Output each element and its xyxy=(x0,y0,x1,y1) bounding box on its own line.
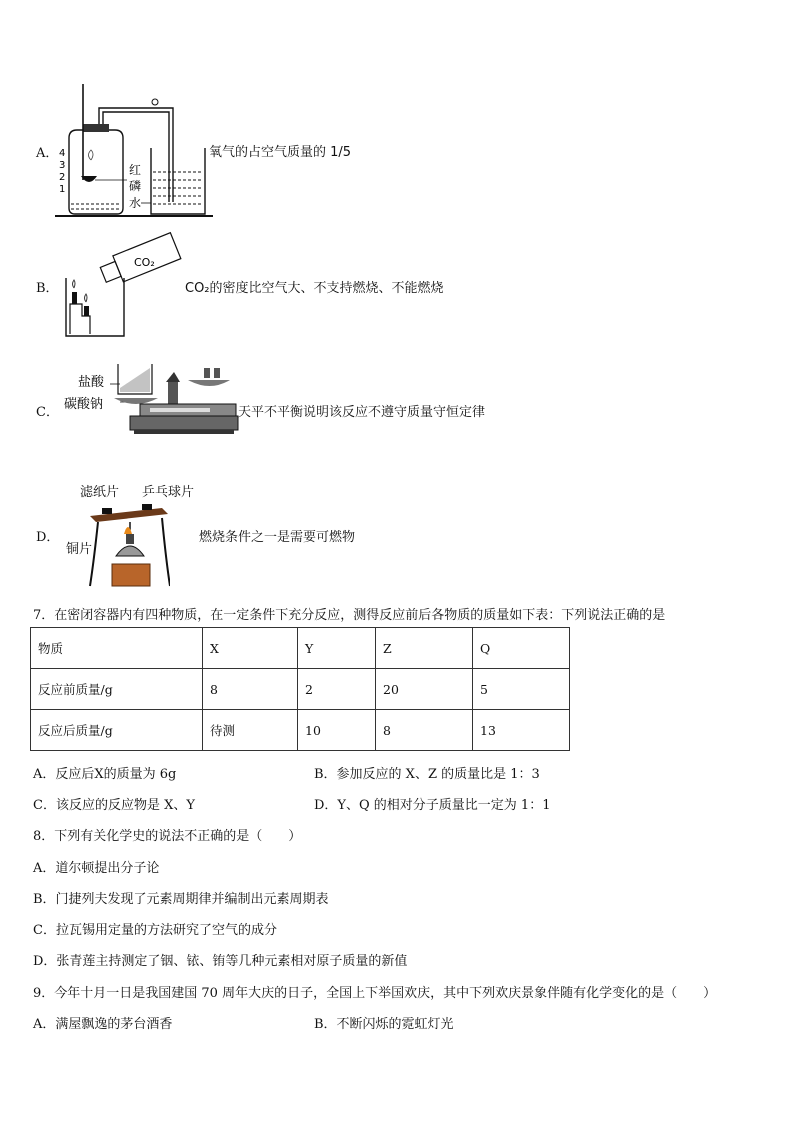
label-co2: CO₂ xyxy=(134,256,155,269)
label-pingpong: 乒乓球片 xyxy=(142,485,195,500)
table-cell: 反应后质量/g xyxy=(31,710,203,751)
table-cell: 8 xyxy=(203,669,298,710)
q7-option-a[interactable]: A．反应后X的质量为 6g xyxy=(33,767,177,782)
table-header-row xyxy=(31,628,570,669)
label-filter-paper: 滤纸片 xyxy=(80,485,120,500)
q7-option-c[interactable]: C．该反应的反应物是 X、Y xyxy=(33,798,195,813)
mark-2: 2 xyxy=(59,172,66,183)
q9-option-b[interactable]: B．不断闪烁的霓虹灯光 xyxy=(314,1017,454,1032)
label-water: 水 xyxy=(129,196,142,210)
label-red-1: 红 xyxy=(129,163,142,177)
label-red-2: 磷 xyxy=(129,179,142,193)
table-cell: Y xyxy=(298,628,376,669)
table-cell: X xyxy=(203,628,298,669)
balance-diagram xyxy=(60,358,240,436)
co2-pouring-diagram xyxy=(60,228,185,340)
table-cell: 20 xyxy=(376,669,473,710)
q9-stem: 9．今年十月一日是我国建国 70 周年大庆的日子，全国上下举国欢庆，其中下列欢庆景象伴随有化学变化的是（ ） xyxy=(33,986,717,1001)
label-sodium-carbonate: 碳酸钠 xyxy=(64,397,104,412)
q8-option-a[interactable]: A．道尔顿提出分子论 xyxy=(33,861,160,876)
mark-4: 4 xyxy=(59,148,66,159)
table-cell: 5 xyxy=(473,669,570,710)
option-a-letter: A． xyxy=(36,146,59,161)
q8-option-d[interactable]: D．张青莲主持测定了铟、铱、铕等几种元素相对原子质量的新值 xyxy=(33,954,408,969)
option-d-letter: D． xyxy=(36,530,60,545)
q8-option-c[interactable]: C．拉瓦锡用定量的方法研究了空气的成分 xyxy=(33,923,277,938)
q7-stem: 7．在密闭容器内有四种物质，在一定条件下充分反应，测得反应前后各物质的质量如下表：下列说法正确的是 xyxy=(33,608,666,623)
combustion-tripod-diagram xyxy=(88,500,170,590)
table-cell: Q xyxy=(473,628,570,669)
option-b-letter: B． xyxy=(36,281,59,296)
table-cell: 待测 xyxy=(203,710,298,751)
option-d-conclusion: 燃烧条件之一是需要可燃物 xyxy=(199,530,356,545)
table-cell: 反应前质量/g xyxy=(31,669,203,710)
q7-option-b[interactable]: B．参加反应的 X、Z 的质量比是 1：3 xyxy=(314,767,540,782)
table-cell: 10 xyxy=(298,710,376,751)
table-row xyxy=(31,669,570,710)
label-hydrochloric-acid: 盐酸 xyxy=(78,375,105,390)
q8-stem: 8．下列有关化学史的说法不正确的是（ ） xyxy=(33,829,302,844)
q8-option-b[interactable]: B．门捷列夫发现了元素周期律并编制出元素周期表 xyxy=(33,892,329,907)
q7-option-d[interactable]: D．Y、Q 的相对分子质量比一定为 1：1 xyxy=(314,798,551,813)
q9-option-a[interactable]: A．满屋飘逸的茅台酒香 xyxy=(33,1017,173,1032)
table-cell: 8 xyxy=(376,710,473,751)
option-b-conclusion: CO₂的密度比空气大、不支持燃烧、不能燃烧 xyxy=(185,281,444,296)
table-cell: 物质 xyxy=(31,628,203,669)
option-a-conclusion: 氧气的占空气质量的 1/5 xyxy=(209,145,352,160)
table-row xyxy=(31,710,570,751)
mass-table xyxy=(30,627,570,751)
option-c-letter: C． xyxy=(36,405,59,420)
label-copper: 铜片 xyxy=(66,542,93,557)
mark-1: 1 xyxy=(59,184,66,195)
oxygen-experiment-diagram xyxy=(55,80,215,220)
option-c-conclusion: 天平不平衡说明该反应不遵守质量守恒定律 xyxy=(238,405,486,420)
mark-3: 3 xyxy=(59,160,66,171)
table-cell: 2 xyxy=(298,669,376,710)
table-cell: 13 xyxy=(473,710,570,751)
table-cell: Z xyxy=(376,628,473,669)
